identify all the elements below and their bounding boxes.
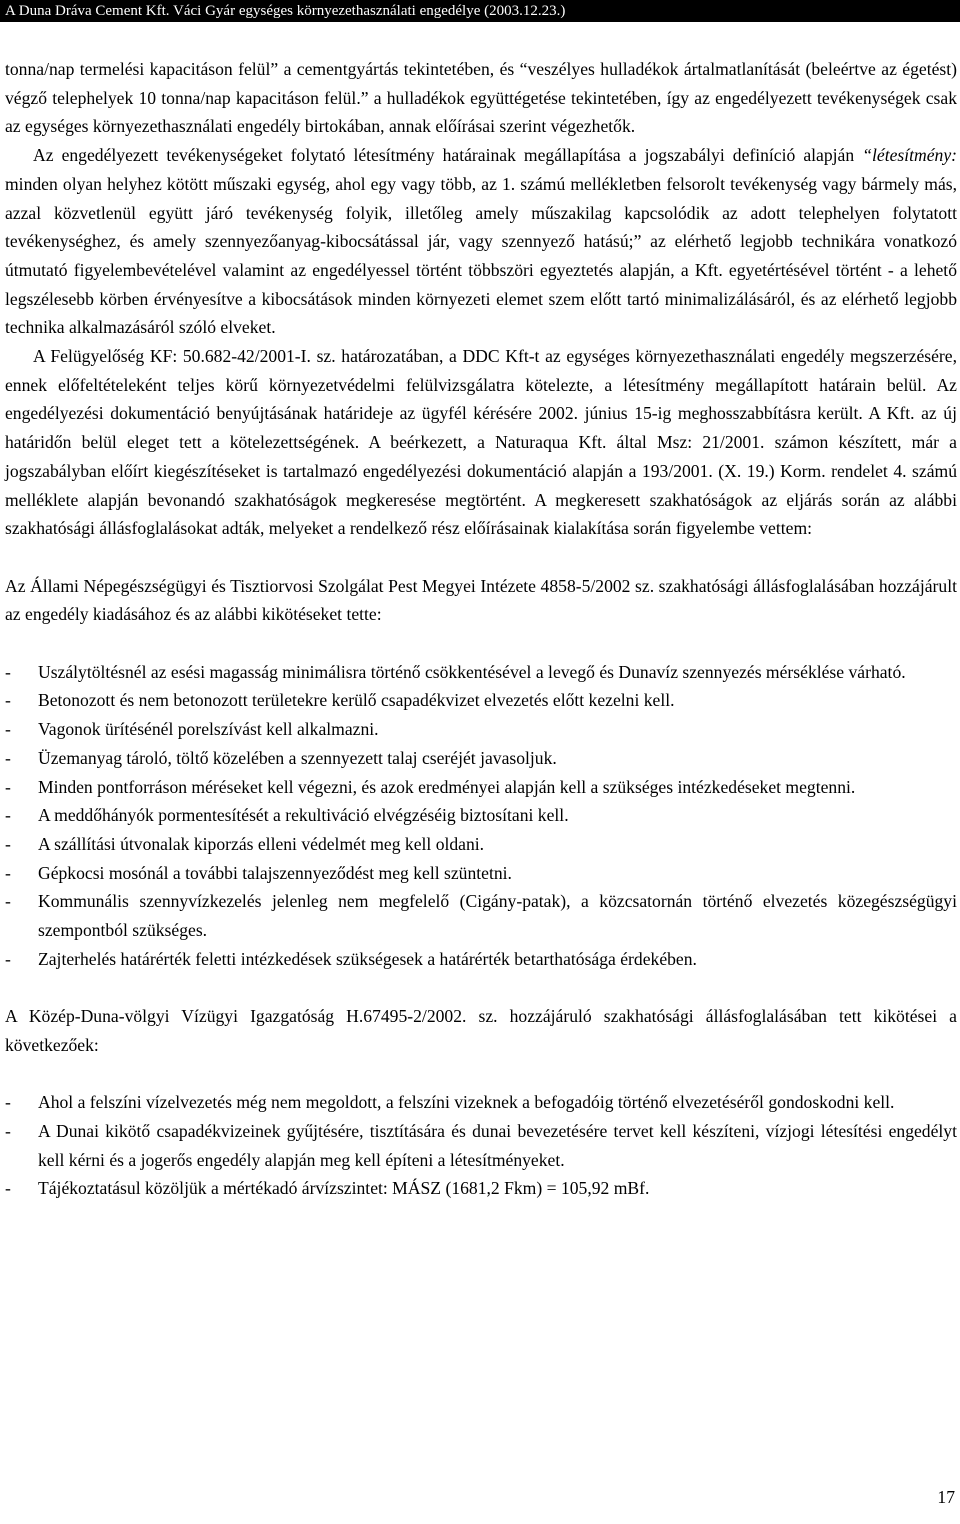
- list-item: [5, 887, 957, 944]
- list-item-text: A szállítási útvonalak kiporzás elleni védelmét meg kell oldani.: [38, 833, 485, 854]
- list-item: [5, 801, 957, 830]
- paragraph-activity-scope: tonna/nap termelési kapacitáson felül” a cementgyártás tekintetében, és “veszélyes hulladékok ártalmatlanítását (beleértve az égetést) végző telephelyek 10 tonna/nap kapacitáson felül.” a hulladékok együttégetése tekintetében, így az engedélyezett tevékenységek csak az egységes környezethasználati engedély birtokában, annak előírásai szerint végezhetők.: [5, 59, 957, 137]
- list-item-text: Zajterhelés határérték feletti intézkedések szükségesek a határérték betarthatósága érdekében.: [38, 948, 697, 969]
- facility-definition-term: “létesítmény:: [862, 145, 957, 166]
- list-item: [5, 1117, 957, 1174]
- list-item-text: Gépkocsi mosónál a további talajszennyeződést meg kell szüntetni.: [38, 862, 512, 883]
- list-bullet: -: [5, 1178, 11, 1199]
- paragraph-facility-boundaries-end: minden olyan helyhez kötött műszaki egység, ahol egy vagy több, az 1. számú mellékletben felsorolt tevékenység vagy bármely más, azzal közvetlenül együtt járó tevékenység folyik, illetőleg amely műszakilag kapcsolódik az adott telephelyen folytatott tevékenységhez, és amely szennyezőanyag-kibocsátással jár, vagy szennyező hatású;” az elérhető legjobb technikára vonatkozó útmutató figyelembevételével valamint az engedélyessel történt többszöri egyeztetés alapján, a Kft. egyetértésével történt - a lehető legszélesebb körben érvényesítve a kibocsátások minden környezeti elemet szem előtt tartó minimalizálásáról, és az elérhető legjobb technika alkalmazásáról szóló elveket.: [5, 173, 957, 338]
- list-item-text: A Dunai kikötő csapadékvizeinek gyűjtésére, tisztítására és dunai bevezetésére tervet kell készíteni, vízjogi létesítési engedélyt kell kérni és a jogerős engedély alapján meg kell építeni a létesítményeket.: [38, 1120, 957, 1170]
- list-bullet: -: [5, 833, 11, 854]
- water-directorate-conditions-list: [5, 1088, 957, 1203]
- list-item-text: Vagonok ürítésénél porelszívást kell alkalmazni.: [38, 719, 379, 740]
- list-bullet: -: [5, 948, 11, 969]
- list-item-text: Uszálytöltésnél az esési magasság minimálisra történő csökkentésével a levegő és Dunavíz szennyezés mérséklése várható.: [38, 661, 906, 682]
- list-item-text: Tájékoztatásul közöljük a mértékadó árvízszintet: MÁSZ (1681,2 Fkm) = 105,92 mBf.: [38, 1178, 650, 1199]
- list-bullet: -: [5, 891, 11, 912]
- list-item: [5, 658, 957, 687]
- list-bullet: -: [5, 1120, 11, 1141]
- paragraph-public-health-authority: Az Állami Népegészségügyi és Tisztiorvosi Szolgálat Pest Megyei Intézete 4858-5/2002 sz. szakhatósági állásfoglalásában hozzájárult az engedély kiadásához és az alábbi kikötéseket tette:: [5, 575, 957, 625]
- paragraph-water-directorate: A Közép-Duna-völgyi Vízügyi Igazgatóság H.67495-2/2002. sz. hozzájáruló szakhatósági állásfoglalásában tett kikötései a következőek:: [5, 1006, 957, 1055]
- public-health-conditions-list: [5, 658, 957, 974]
- paragraph-inspectorate-decision: A Felügyelőség KF: 50.682-42/2001-I. sz. határozatában, a DDC Kft-t az egységes környezethasználati engedély megszerzésére, ennek előfeltételeként teljes körű környezetvédelmi felülvizsgálatra kötelezte, a létesítmény megállapított határain belül. Az engedélyezési dokumentáció benyújtásának határideje az ügyfél kérésére 2002. június 15-ig meghosszabbításra került. A Kft. az új határidőn belül eleget tett a kötelezettségének. A beérkezett, a Naturaqua Kft. által Msz: 21/2001. számon készített, már a jogszabályban előírt kiegészítéseket is tartalmazó engedélyezési dokumentáció alapján a 193/2001. (X. 19.) Korm. rendelet 4. számú melléklete alapján bevonandó szakhatóságok megkeresése megtörtént. A megkeresett szakhatóságok az eljárás során az alábbi szakhatósági állásfoglalásokat adták, melyeket a rendelkező rész előírásainak kialakítása során figyelembe vettem:: [5, 346, 957, 539]
- list-item-text: Ahol a felszíni vízelvezetés még nem megoldott, a felszíni vizeknek a befogadóig történő elvezetéséről gondoskodni kell.: [38, 1092, 895, 1113]
- list-bullet: -: [5, 862, 11, 883]
- list-item-text: Betonozott és nem betonozott területekre kerülő csapadékvizet elvezetés előtt kezelni kell.: [38, 690, 675, 711]
- list-bullet: -: [5, 747, 11, 768]
- page-number: 17: [937, 1487, 955, 1507]
- list-bullet: -: [5, 805, 11, 826]
- list-bullet: -: [5, 1092, 11, 1113]
- page-header: [0, 0, 960, 22]
- list-item-text: Üzemanyag tároló, töltő közelében a szennyezett talaj cseréjét javasoljuk.: [38, 747, 557, 768]
- list-bullet: -: [5, 690, 11, 711]
- list-bullet: -: [5, 719, 11, 740]
- list-item: [5, 744, 957, 773]
- paragraph-facility-boundaries: [5, 141, 957, 342]
- list-item: [5, 1174, 957, 1203]
- list-item: [5, 686, 957, 715]
- document-body: [5, 55, 957, 1203]
- list-bullet: -: [5, 776, 11, 797]
- list-bullet: -: [5, 661, 11, 682]
- header-title: A Duna Dráva Cement Kft. Váci Gyár egységes környezethasználati engedélye (2003.12.23.): [5, 3, 566, 19]
- paragraph-facility-boundaries-start: Az engedélyezett tevékenységeket folytató létesítmény határainak megállapítása a jogszabályi definíció alapján: [33, 145, 863, 166]
- list-item: [5, 830, 957, 859]
- list-item-text: Minden pontforráson méréseket kell végezni, és azok eredményei alapján kell a szükséges intézkedéseket megtenni.: [38, 776, 856, 797]
- list-item: [5, 773, 957, 802]
- list-item-text: A meddőhányók pormentesítését a rekultiváció elvégzéséig biztosítani kell.: [38, 805, 569, 826]
- list-item-text: Kommunális szennyvízkezelés jelenleg nem megfelelő (Cigány-patak), a közcsatornán történő elvezetés közegészségügyi szempontból szükséges.: [38, 891, 957, 941]
- list-item: [5, 1088, 957, 1117]
- list-item: [5, 945, 957, 974]
- list-item: [5, 715, 957, 744]
- list-item: [5, 859, 957, 888]
